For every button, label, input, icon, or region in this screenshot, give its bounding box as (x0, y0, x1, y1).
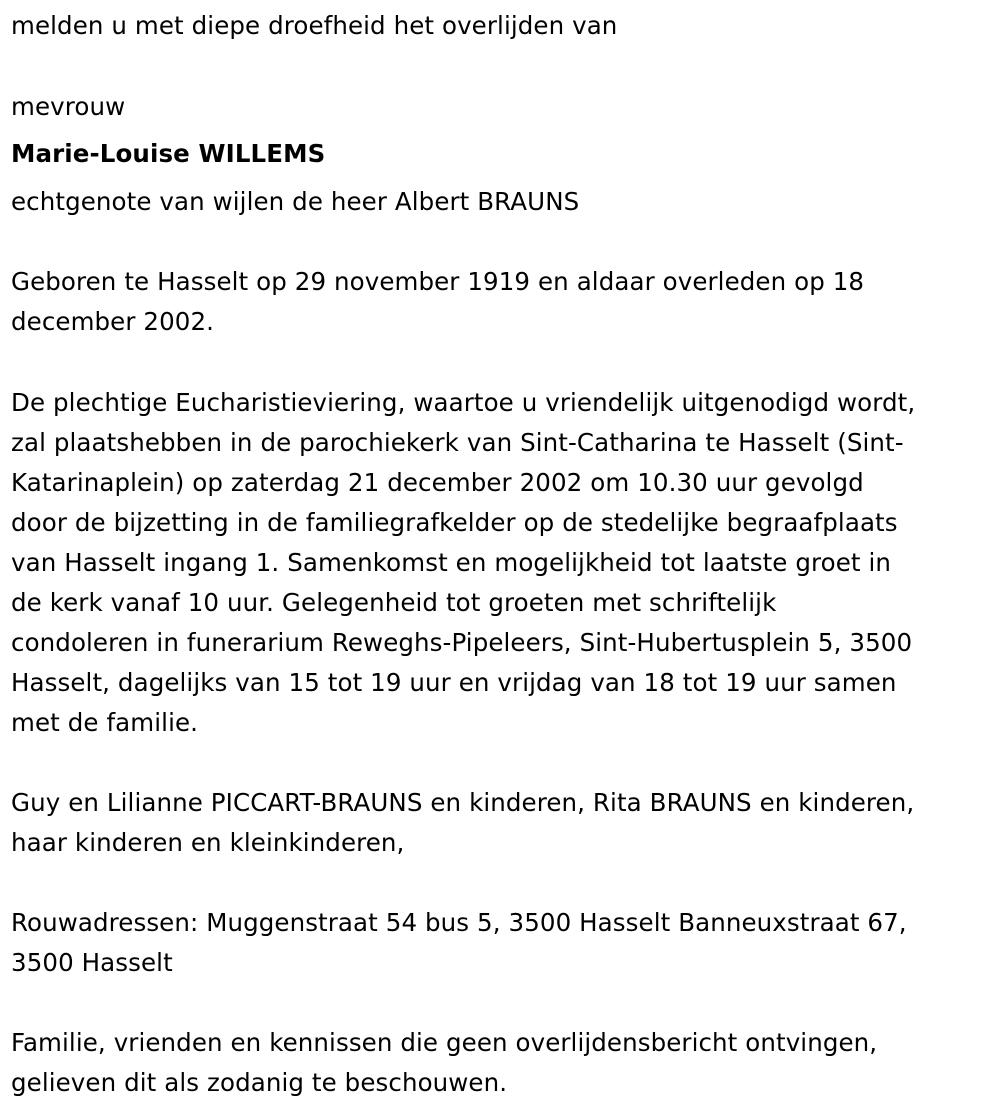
ceremony-paragraph (11, 383, 993, 743)
paragraph-line: Guy en Lilianne PICCART-BRAUNS en kinderen, Rita BRAUNS en kinderen, (11, 788, 915, 817)
salutation: mevrouw (11, 92, 126, 121)
paragraph-line: de kerk vanaf 10 uur. Gelegenheid tot groeten met schriftelijk (11, 588, 777, 617)
paragraph-line: met de familie. (11, 708, 199, 737)
paragraph-line: De plechtige Eucharistieviering, waartoe u vriendelijk uitgenodigd wordt, (11, 388, 916, 417)
paragraph-line: condoleren in funerarium Reweghs-Pipeleers, Sint-Hubertusplein 5, 3500 (11, 628, 913, 657)
intro-text: melden u met diepe droefheid het overlijden van (11, 11, 618, 40)
paragraph-line: Geboren te Hasselt op 29 november 1919 en aldaar overleden op 18 (11, 267, 865, 296)
birth-death-paragraph (11, 262, 971, 342)
paragraph-line: Rouwadressen: Muggenstraat 54 bus 5, 3500 Hasselt Banneuxstraat 67, (11, 908, 907, 937)
addresses-paragraph (11, 903, 993, 983)
deceased-name: Marie-Louise WILLEMS (11, 139, 326, 168)
closing-paragraph (11, 1023, 993, 1103)
paragraph-line: van Hasselt ingang 1. Samenkomst en mogelijkheid tot laatste groet in (11, 548, 892, 577)
paragraph-line: december 2002. (11, 307, 215, 336)
paragraph-line: Hasselt, dagelijks van 15 tot 19 uur en vrijdag van 18 tot 19 uur samen (11, 668, 897, 697)
family-paragraph (11, 783, 993, 863)
paragraph-line: Familie, vrienden en kennissen die geen overlijdensbericht ontvingen, (11, 1028, 878, 1057)
paragraph-line: Katarinaplein) op zaterdag 21 december 2002 om 10.30 uur gevolgd (11, 468, 864, 497)
paragraph-line: 3500 Hasselt (11, 948, 173, 977)
paragraph-line: door de bijzetting in de familiegrafkelder op de stedelijke begraafplaats (11, 508, 898, 537)
paragraph-line: haar kinderen en kleinkinderen, (11, 828, 405, 857)
spouse-line: echtgenote van wijlen de heer Albert BRAUNS (11, 187, 580, 216)
paragraph-line: zal plaatshebben in de parochiekerk van Sint-Catharina te Hasselt (Sint- (11, 428, 904, 457)
paragraph-line: gelieven dit als zodanig te beschouwen. (11, 1068, 508, 1097)
